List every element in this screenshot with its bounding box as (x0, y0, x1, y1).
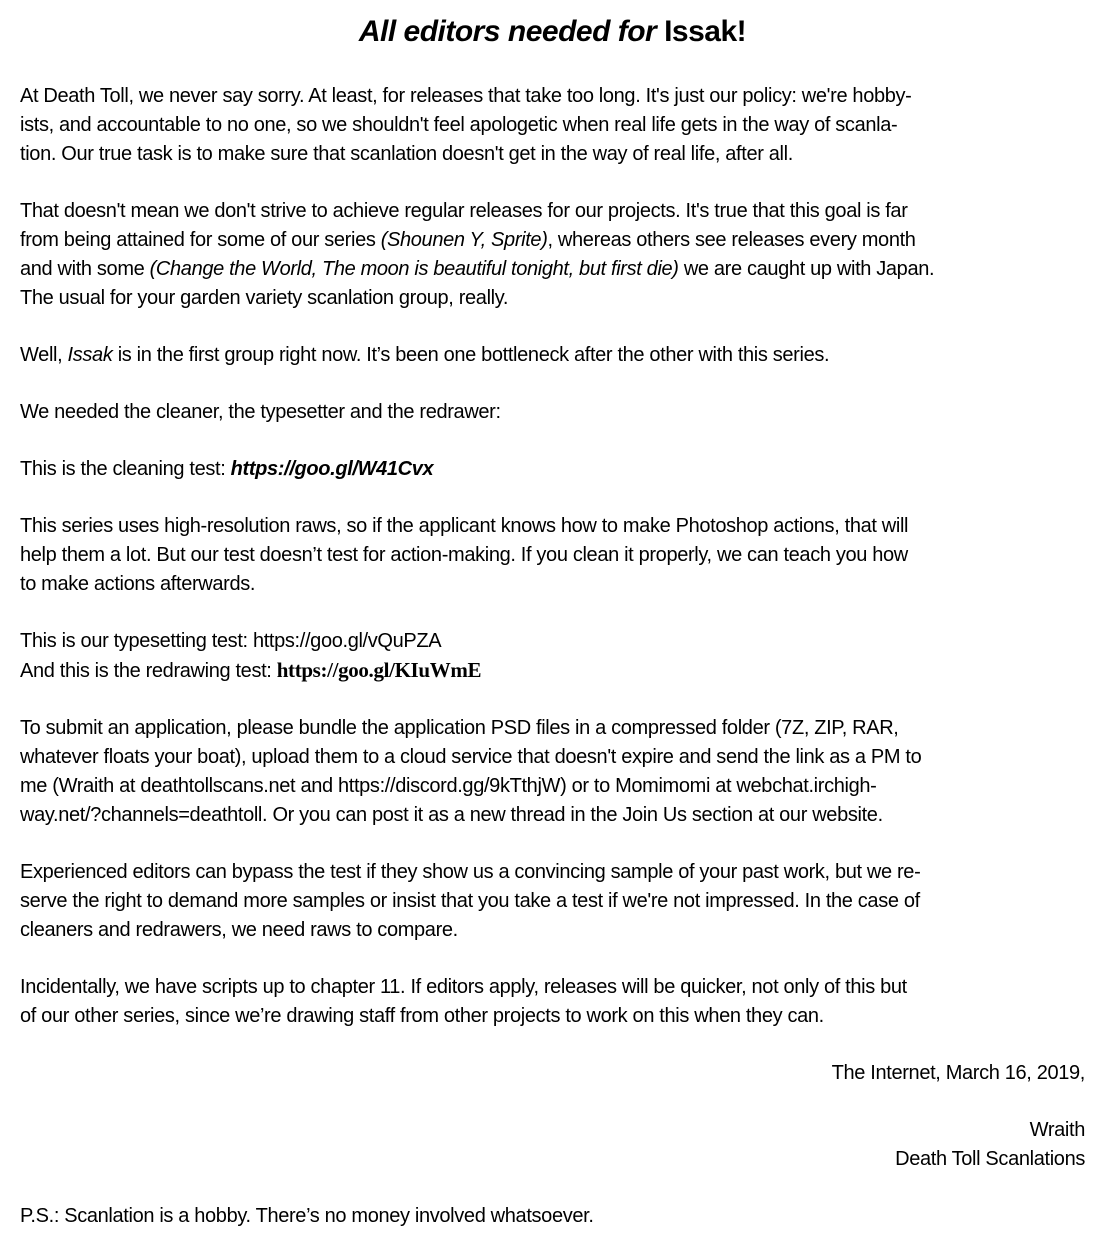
text-line (20, 887, 1085, 916)
text-run: (Change the World, The moon is beautiful tonight, but first die) (149, 258, 679, 280)
text-run: Issak (67, 344, 113, 366)
text-run: help them a lot. But our test doesn’t test for action-making. If you clean it properly, we can teach you how (20, 544, 908, 566)
text-line (20, 973, 1085, 1002)
text-line (20, 858, 1085, 887)
text-run: Incidentally, we have scripts up to chapter 11. If editors apply, releases will be quicker, not only of this but (20, 976, 907, 998)
roles-needed-paragraph (20, 398, 1085, 427)
text-run: , whereas others see releases every month (547, 229, 916, 251)
text-run: we are caught up with Japan. (678, 258, 935, 280)
text-line (20, 255, 1085, 284)
text-run: whatever floats your boat), upload them to a cloud service that doesn't expire and send the link as a PM to (20, 746, 922, 768)
text-run: Well, (20, 344, 68, 366)
text-run: serve the right to demand more samples or insist that you take a test if we're not impressed. In the case of (20, 890, 920, 912)
submission-instructions-paragraph (20, 714, 1085, 830)
text-line (20, 772, 1085, 801)
issak-status-paragraph (20, 341, 1085, 370)
text-run: to make actions afterwards. (20, 573, 256, 595)
dateline (20, 1059, 1085, 1088)
text-line (20, 627, 1085, 656)
text-line (20, 455, 1085, 484)
text-run: of our other series, since we’re drawing staff from other projects to work on this when they can. (20, 1005, 824, 1027)
text-run: The usual for your garden variety scanlation group, really. (20, 287, 509, 309)
text-line (20, 714, 1085, 743)
text-line (20, 541, 1085, 570)
text-line (20, 1202, 1085, 1231)
scripts-paragraph (20, 973, 1085, 1031)
text-run: cleaners and redrawers, we need raws to compare. (20, 919, 458, 941)
intro-paragraph (20, 82, 1085, 169)
text-line (20, 743, 1085, 772)
postscript (20, 1202, 1085, 1231)
text-line (20, 801, 1085, 830)
text-run: That doesn't mean we don't strive to achieve regular releases for our projects. It's true that this goal is far (20, 200, 908, 222)
typesetting-redrawing-tests-paragraph (20, 627, 1085, 686)
text-run: me (Wraith at deathtollscans.net and https://discord.gg/9kTthjW) or to Momimomi at webchat.irchigh- (20, 775, 877, 797)
text-run: (Shounen Y, Sprite) (380, 229, 548, 251)
text-line (20, 570, 1085, 599)
cleaning-test-paragraph (20, 455, 1085, 484)
text-run: Death Toll Scanlations (895, 1148, 1085, 1170)
document-body (20, 82, 1085, 1231)
text-run: from being attained for some of our series (20, 229, 381, 251)
text-line (20, 284, 1085, 313)
releases-paragraph (20, 197, 1085, 313)
signature (20, 1116, 1085, 1174)
text-run: is in the first group right now. It’s been one bottleneck after the other with this series. (112, 344, 830, 366)
text-run: This series uses high-resolution raws, so if the applicant knows how to make Photoshop actions, that will (20, 515, 909, 537)
text-line (20, 1145, 1085, 1174)
text-line (20, 1002, 1085, 1031)
text-line (20, 1059, 1085, 1088)
text-line (20, 111, 1085, 140)
text-line (20, 656, 1085, 686)
text-run: At Death Toll, we never say sorry. At least, for releases that take too long. It's just our policy: we're hobby- (20, 85, 912, 107)
text-line (20, 916, 1085, 945)
text-line (20, 341, 1085, 370)
text-run: https://goo.gl/KIuWmE (276, 658, 482, 682)
text-line (20, 197, 1085, 226)
text-run: way.net/?channels=deathtoll. Or you can post it as a new thread in the Join Us section at our website. (20, 804, 883, 826)
text-line (20, 398, 1085, 427)
text-line (20, 140, 1085, 169)
text-run: https://goo.gl/W41Cvx (230, 458, 434, 480)
text-line (20, 226, 1085, 255)
text-run: ists, and accountable to no one, so we shouldn't feel apologetic when real life gets in the way of scanla- (20, 114, 898, 136)
text-line (20, 82, 1085, 111)
text-run: To submit an application, please bundle the application PSD files in a compressed folder (7Z, ZIP, RAR, (20, 717, 899, 739)
text-line (20, 1116, 1085, 1145)
text-line (20, 512, 1085, 541)
text-run: P.S.: Scanlation is a hobby. There’s no money involved whatsoever. (20, 1205, 594, 1227)
text-run: This is the cleaning test: (20, 458, 231, 480)
text-run: The Internet, March 16, 2019, (831, 1062, 1085, 1084)
text-run: Experienced editors can bypass the test if they show us a convincing sample of your past work, but we re- (20, 861, 921, 883)
text-run: We needed the cleaner, the typesetter and the redrawer: (20, 401, 501, 423)
text-run: This is our typesetting test: https://goo.gl/vQuPZA (20, 630, 442, 652)
text-run: tion. Our true task is to make sure that scanlation doesn't get in the way of real life, after all. (20, 143, 793, 165)
text-run: Wraith (1029, 1119, 1085, 1141)
text-run: Issak! (664, 15, 747, 48)
text-run: And this is the redrawing test: (20, 660, 277, 682)
experienced-editors-paragraph (20, 858, 1085, 945)
text-run: All editors needed for (358, 15, 665, 48)
text-run: and with some (20, 258, 150, 280)
document-title (20, 12, 1085, 52)
high-res-raws-paragraph (20, 512, 1085, 599)
